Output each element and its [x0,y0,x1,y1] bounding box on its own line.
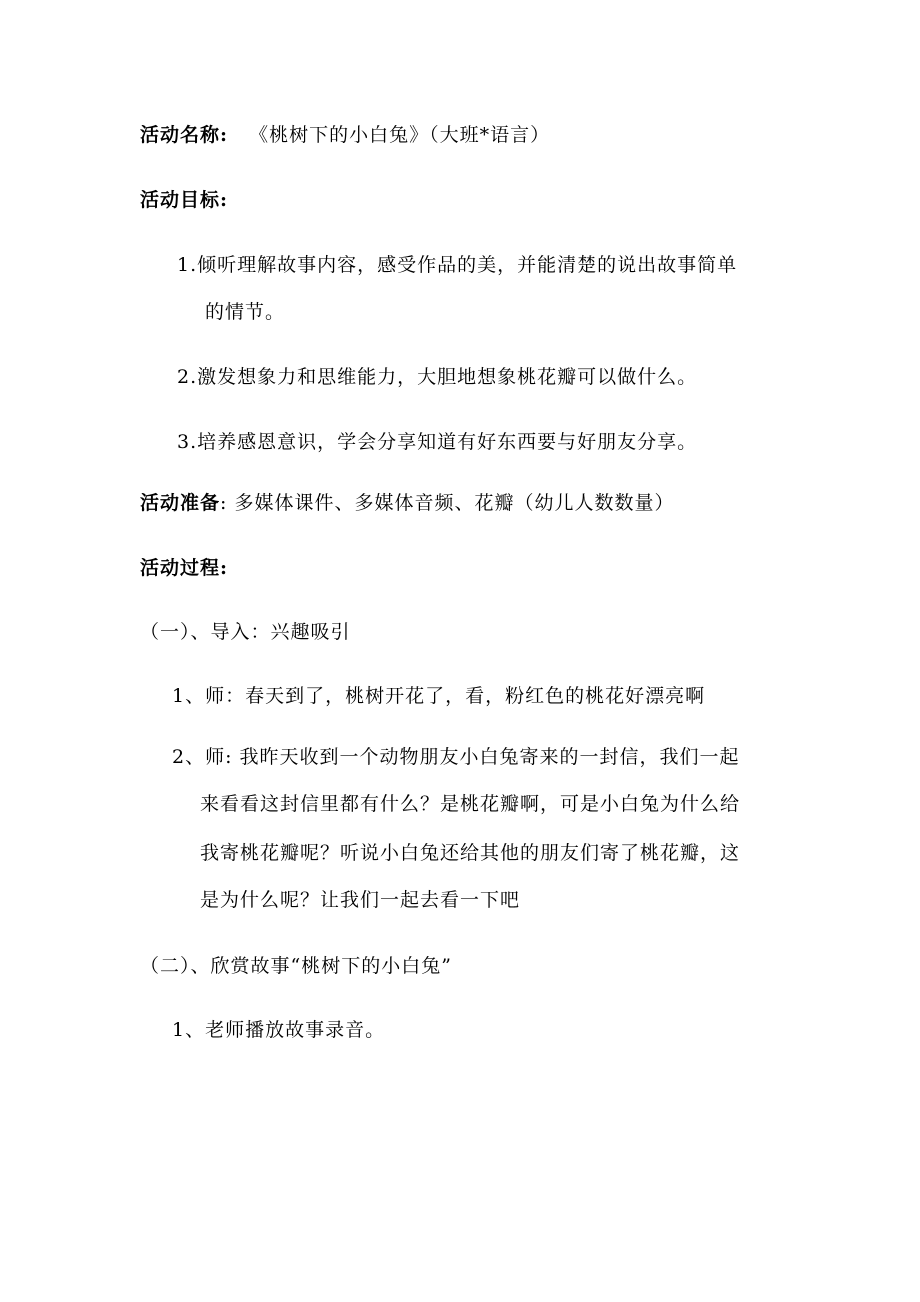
section-2-title: （二）、欣赏故事“桃树下的小白兔” [140,955,452,977]
objective-item-2: 2.激发想象力和思维能力，大胆地想象桃花瓣可以做什么。 [177,366,698,388]
objective-item-1: 1.倾听理解故事内容，感受作品的美，并能清楚的说出故事简单 [177,254,738,276]
activity-name-value: 《桃树下的小白兔》（大班*语言） [249,124,551,146]
objective-item-3: 3.培养感恩意识，学会分享知道有好东西要与好朋友分享。 [177,431,698,453]
preparation-row [140,491,674,515]
section-1-title: （一）、导入：兴趣吸引 [140,621,351,643]
preparation-value: : 多媒体课件、多媒体音频、花瓣（幼儿人数数量） [220,492,675,514]
activity-name-label: 活动名称: [140,124,229,146]
activity-name-row [140,123,550,147]
section-1-line: 2、师: 我昨天收到一个动物朋友小白兔寄来的一封信，我们一起 [172,746,740,768]
objectives-heading: 活动目标: [140,189,229,211]
objective-item-1-continued: 的情节。 [205,301,286,323]
process-heading: 活动过程: [140,557,229,579]
section-2-line: 1、老师播放故事录音。 [172,1019,386,1041]
preparation-label: 活动准备 [140,492,221,514]
section-1-line: 我寄桃花瓣呢？听说小白兔还给其他的朋友们寄了桃花瓣，这 [200,842,741,864]
section-1-line: 来看看这封信里都有什么？是桃花瓣啊，可是小白兔为什么给 [200,793,741,815]
section-1-line: 是为什么呢？让我们一起去看一下吧 [200,889,521,911]
section-1-line: 1、师：春天到了，桃树开花了，看，粉红色的桃花好漂亮啊 [172,685,706,707]
